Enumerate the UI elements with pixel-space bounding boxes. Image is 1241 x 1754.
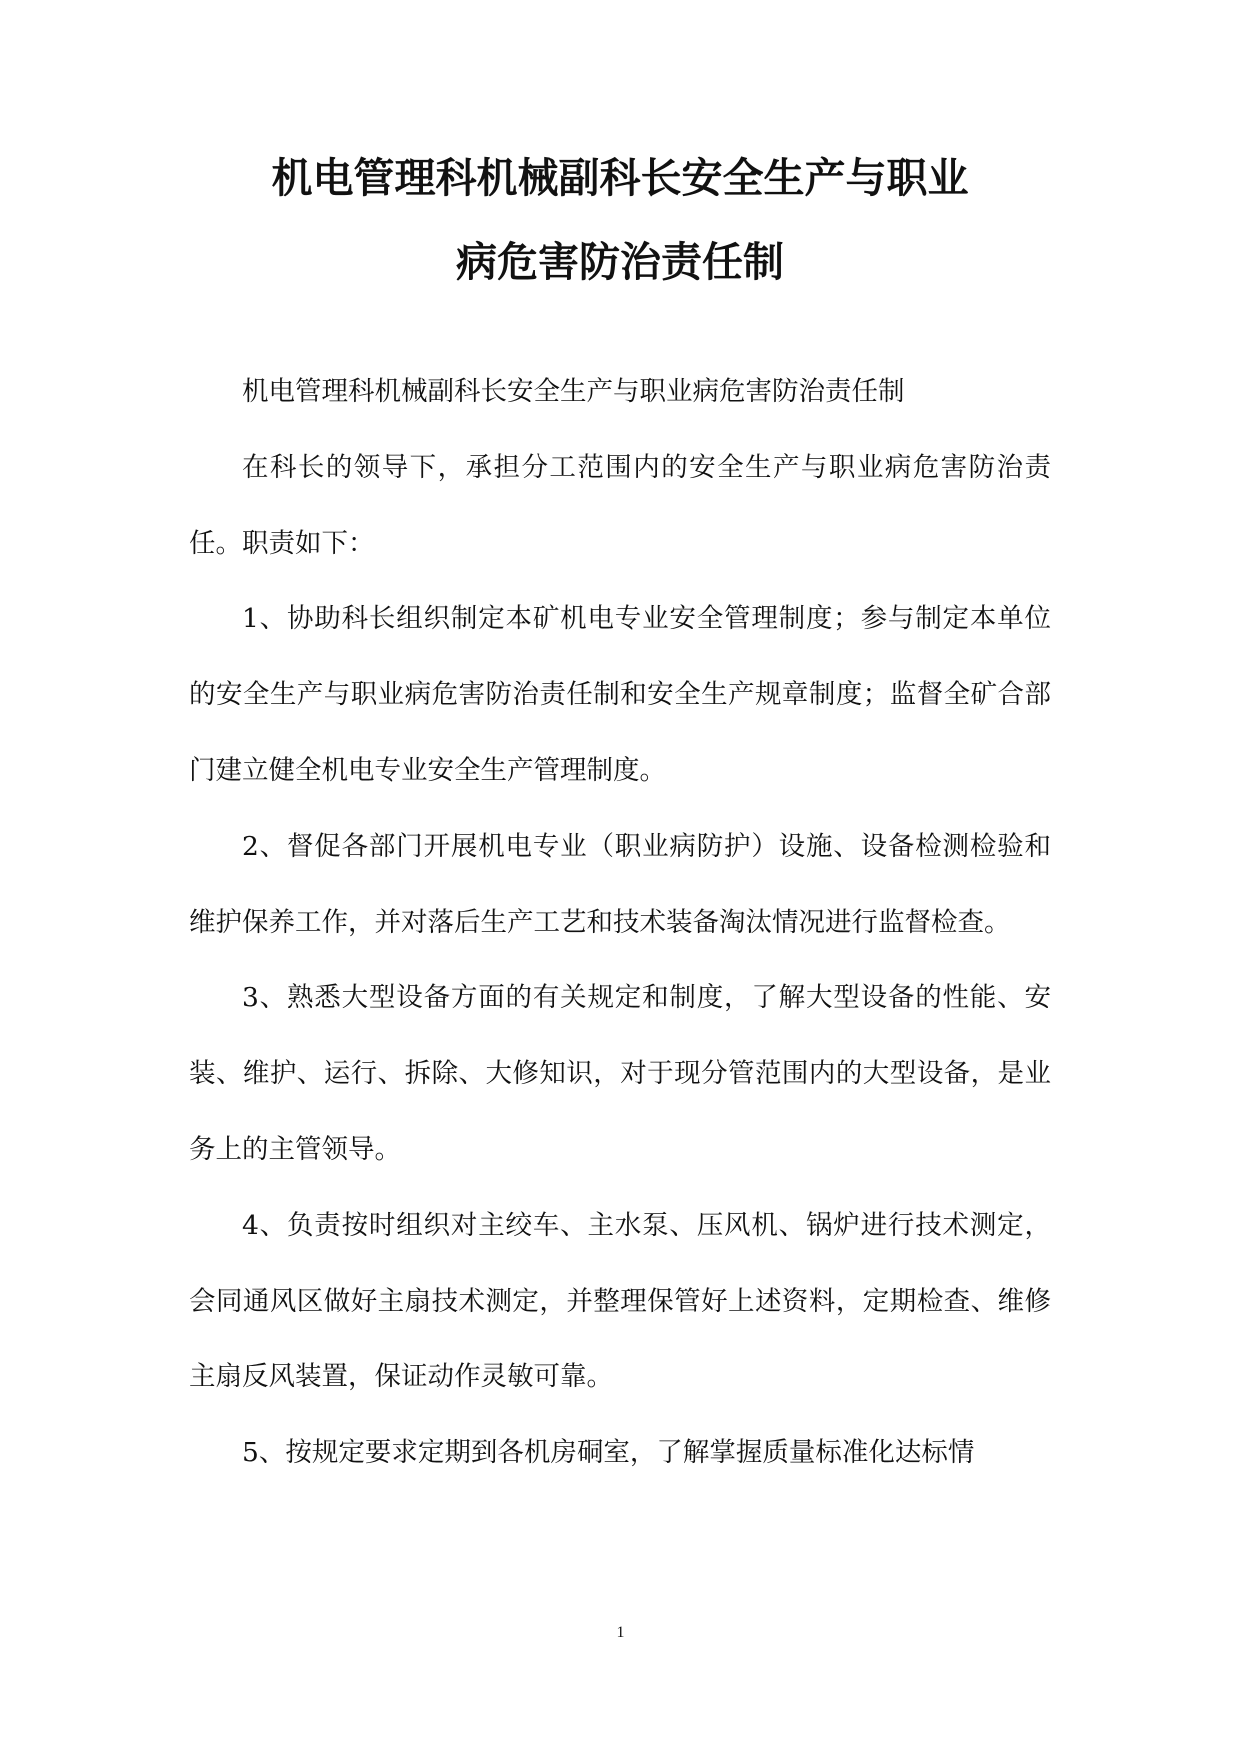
paragraph-item-5: 5、按规定要求定期到各机房硐室，了解掌握质量标准化达标情 bbox=[242, 1437, 975, 1469]
paragraph-item-4: 4、负责按时组织对主绞车、主水泵、压风机、锅炉进行技术测定，会同通风区做好主扇技术测定，并整理保管好上述资料，定期检查、维修主扇反风装置，保证动作灵敏可靠。 bbox=[189, 1209, 1051, 1393]
document-title-line-1: 机电管理科机械副科长安全生产与职业 bbox=[271, 154, 969, 202]
paragraph-item-1: 1、协助科长组织制定本矿机电专业安全管理制度；参与制定本单位的安全生产与职业病危害防治责任制和安全生产规章制度；监督全矿合部门建立健全机电专业安全生产管理制度。 bbox=[189, 603, 1051, 786]
page-number: 1 bbox=[616, 1624, 625, 1641]
paragraph-item-3: 3、熟悉大型设备方面的有关规定和制度，了解大型设备的性能、安装、维护、运行、拆除、大修知识，对于现分管范围内的大型设备，是业务上的主管领导。 bbox=[189, 982, 1051, 1165]
document-body bbox=[189, 354, 1051, 1491]
paragraph-item-2: 2、督促各部门开展机电专业（职业病防护）设施、设备检测检验和维护保养工作，并对落后生产工艺和技术装备淘汰情况进行监督检查。 bbox=[189, 830, 1051, 938]
document-title-line-2: 病危害防治责任制 bbox=[456, 238, 784, 286]
paragraph-intro: 在科长的领导下，承担分工范围内的安全生产与职业病危害防治责任。职责如下： bbox=[189, 451, 1051, 559]
paragraph-subtitle: 机电管理科机械副科长安全生产与职业病危害防治责任制 bbox=[242, 376, 905, 407]
